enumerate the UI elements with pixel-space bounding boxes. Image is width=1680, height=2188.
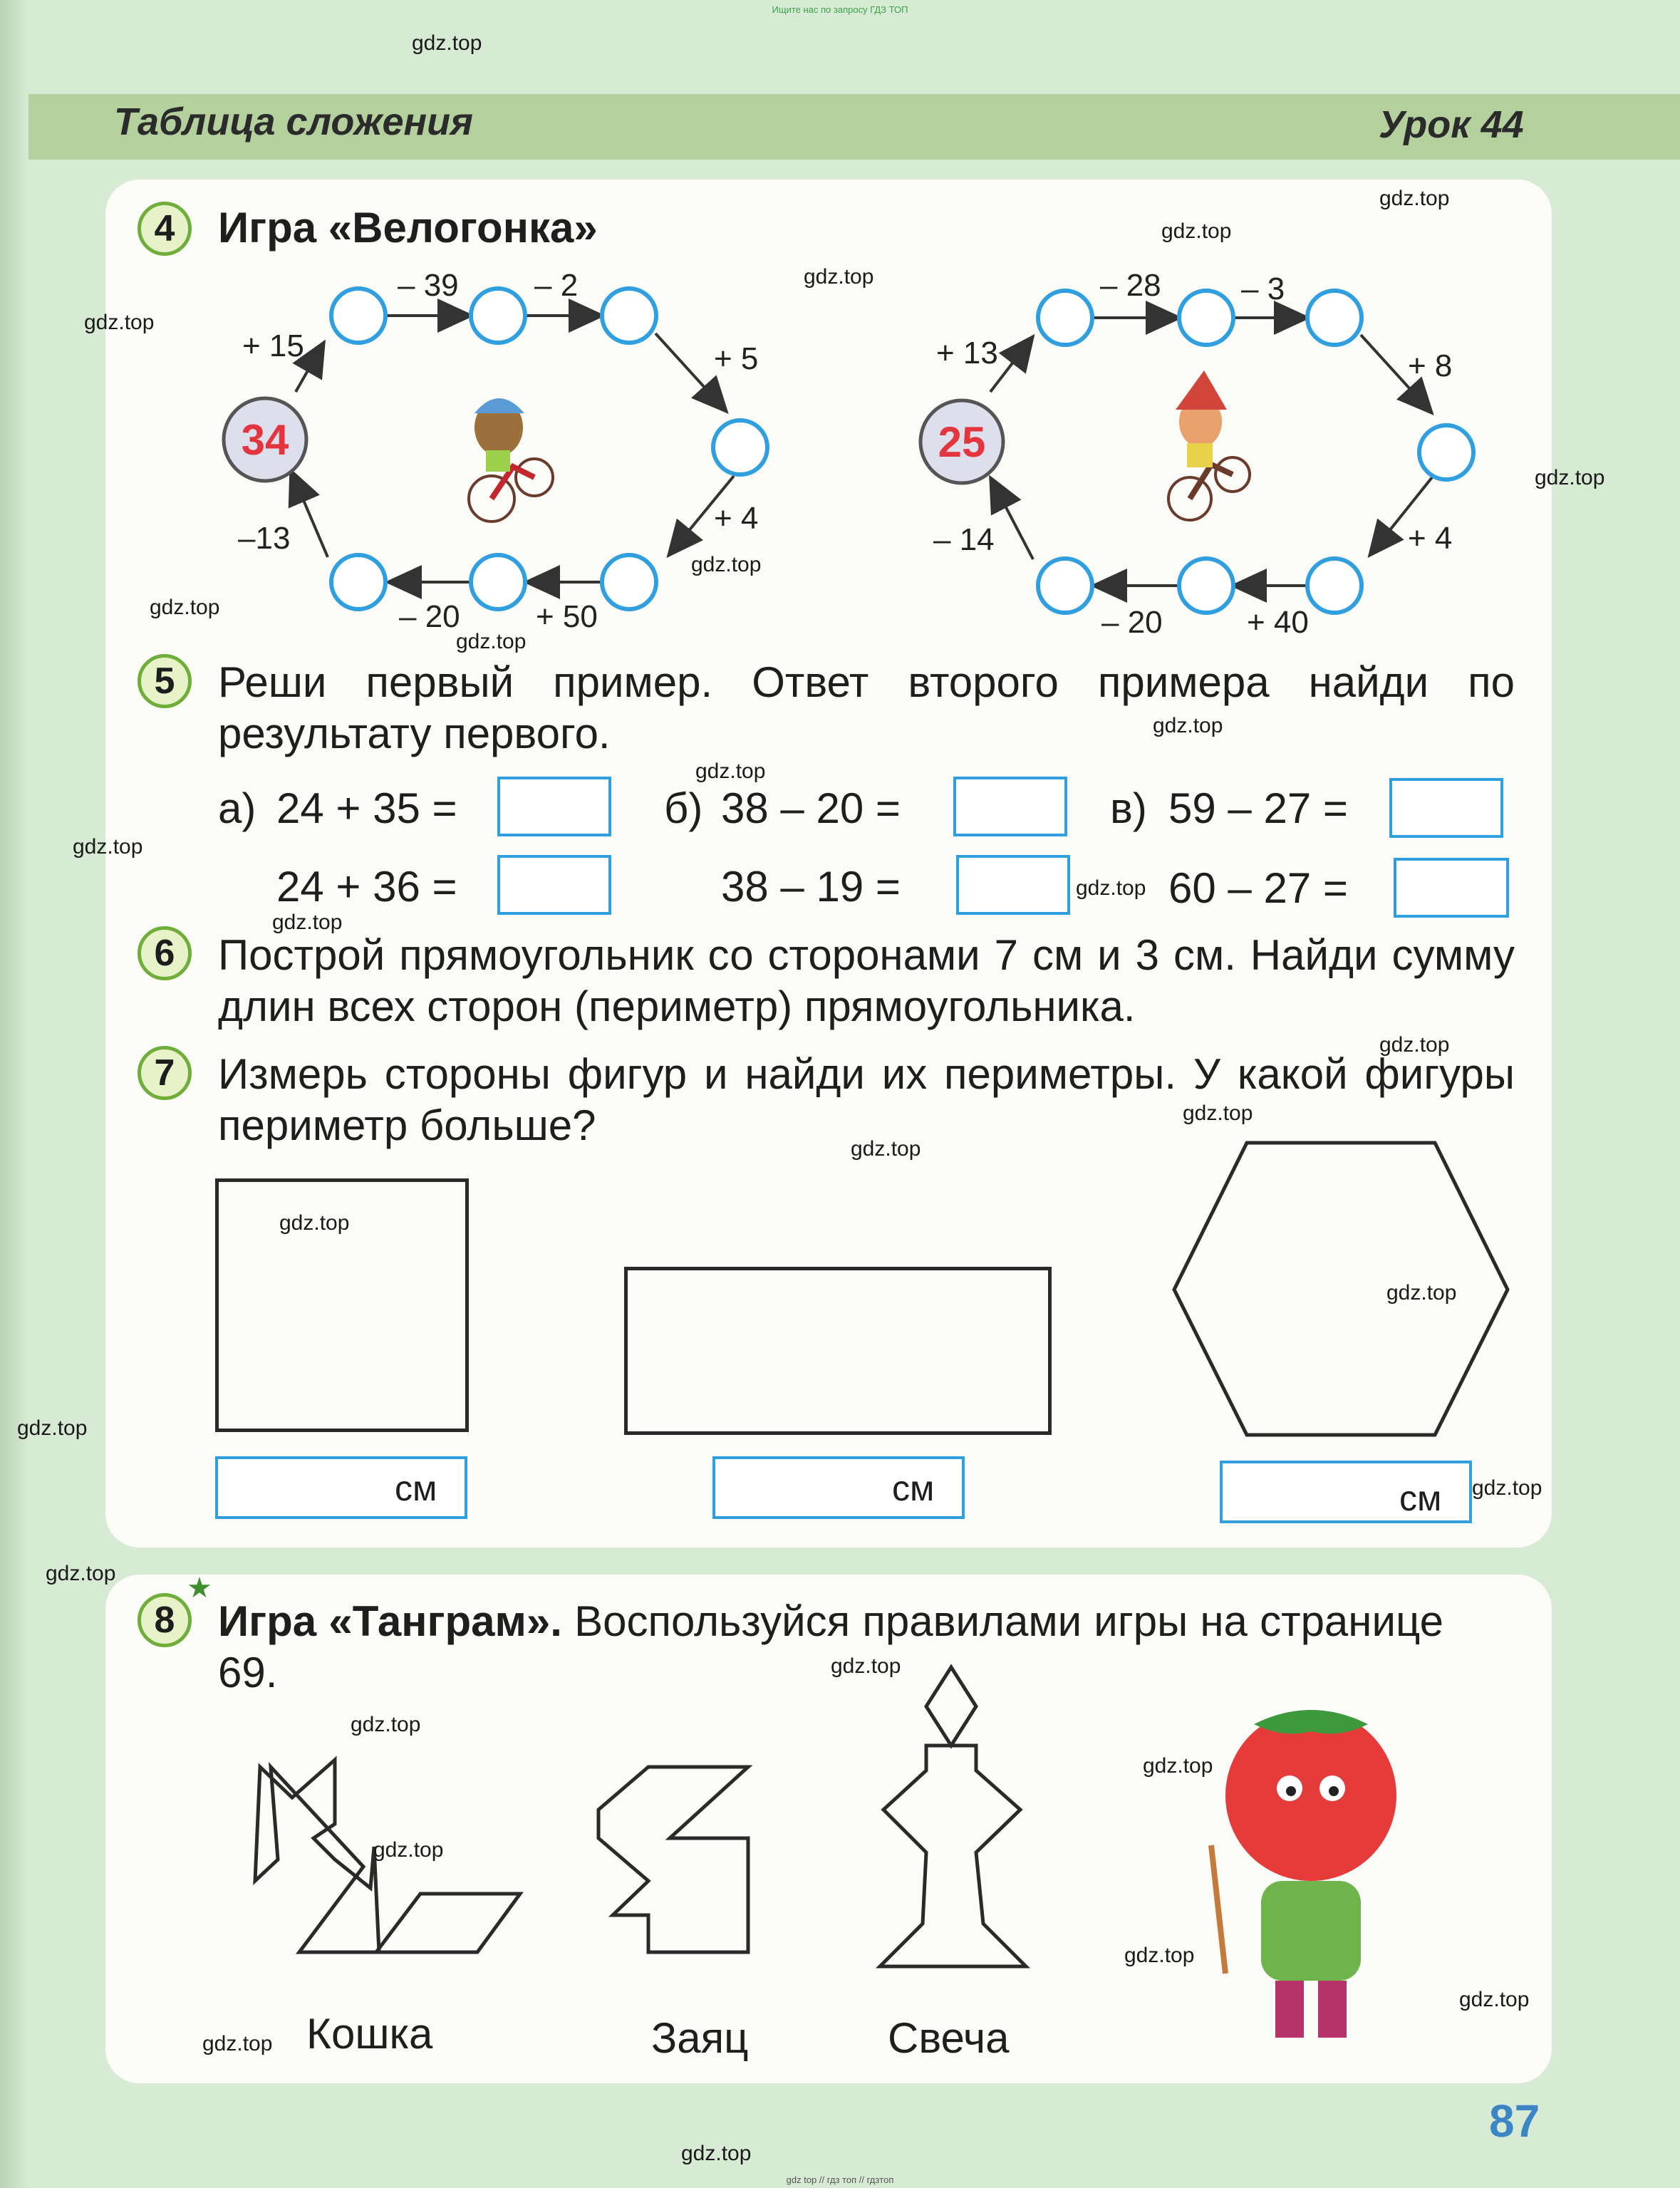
task5-b2: 38 – 19 = xyxy=(721,863,901,911)
race-diagrams xyxy=(207,264,1510,648)
answer-circle[interactable] xyxy=(713,420,767,475)
hexagon-figure xyxy=(1166,1140,1515,1439)
op-label: –13 xyxy=(238,521,291,556)
watermark: gdz.top xyxy=(691,553,762,576)
watermark: gdz.top xyxy=(150,596,220,619)
op-label: – 28 xyxy=(1100,268,1161,303)
answer-circle[interactable] xyxy=(331,555,385,609)
watermark: gdz.top xyxy=(412,31,482,55)
op-label: + 50 xyxy=(536,599,598,634)
task8-text: Игра «Танграм». Воспользуйся правилами игры на странице 69. xyxy=(218,1597,1444,1696)
rectangle-figure xyxy=(624,1267,1052,1435)
answer-circle[interactable] xyxy=(1307,291,1362,345)
task5-a2: 24 + 36 = xyxy=(276,863,457,911)
answer-circle[interactable] xyxy=(1179,291,1233,345)
watermark: gdz.top xyxy=(1386,1281,1457,1305)
watermark: gdz.top xyxy=(279,1211,350,1235)
watermark: gdz.top xyxy=(84,311,155,334)
watermark: gdz.top xyxy=(851,1137,921,1161)
watermark: gdz.top xyxy=(1124,1944,1195,1967)
op-label: – 2 xyxy=(534,268,579,303)
lesson-label: Урок 44 xyxy=(1379,103,1524,146)
op-label: – 20 xyxy=(1101,605,1163,640)
watermark: gdz.top xyxy=(272,911,343,934)
watermark: gdz.top xyxy=(73,835,143,859)
watermark: gdz.top xyxy=(46,1562,116,1585)
tangram-figures xyxy=(249,1653,1054,2038)
unit-cm: см xyxy=(892,1468,935,1508)
op-label: + 13 xyxy=(936,336,998,370)
watermark: gdz.top xyxy=(1459,1988,1530,2011)
arrow-line xyxy=(990,477,1033,559)
watermark: gdz.top xyxy=(17,1416,88,1440)
tangram-hare xyxy=(598,1767,748,1952)
task5-b1: 38 – 20 = xyxy=(721,784,901,832)
watermark: gdz.top xyxy=(351,1713,421,1736)
task5-c1: 59 – 27 = xyxy=(1168,784,1348,832)
header-title: Таблица сложения xyxy=(114,100,473,143)
op-label: – 14 xyxy=(933,522,995,557)
task-number-5: 5 xyxy=(138,654,192,708)
watermark: gdz.top xyxy=(1535,466,1605,489)
answer-circle[interactable] xyxy=(1307,559,1362,613)
answer-circle[interactable] xyxy=(1038,559,1092,613)
tangram-cat xyxy=(255,1760,379,1952)
tomato-character-illustration xyxy=(1168,1703,1468,2059)
answer-circle[interactable] xyxy=(602,555,656,609)
gnome-cyclist-illustration xyxy=(1168,370,1250,520)
task7-text: Измерь стороны фигур и найди их периметры. У какой фигуры периметр больше? xyxy=(218,1050,1515,1149)
watermark: gdz.top xyxy=(1076,876,1146,900)
answer-circle[interactable] xyxy=(471,289,525,343)
task5-b-label: б) xyxy=(664,784,703,832)
op-label: – 3 xyxy=(1241,271,1285,306)
page-number: 87 xyxy=(1489,2095,1540,2147)
op-label: + 8 xyxy=(1408,348,1453,383)
unit-cm: см xyxy=(395,1468,437,1508)
op-label: + 4 xyxy=(1408,521,1453,556)
watermark: gdz.top xyxy=(456,630,527,653)
race-right xyxy=(921,268,1473,640)
watermark: gdz.top xyxy=(1379,1033,1450,1057)
answer-box[interactable] xyxy=(953,777,1067,836)
answer-box[interactable] xyxy=(956,855,1070,915)
watermark: gdz.top xyxy=(1379,187,1450,210)
task-number-7: 7 xyxy=(138,1046,192,1100)
task5-a1: 24 + 35 = xyxy=(276,784,457,832)
top-note: Ищите нас по запросу ГДЗ ТОП xyxy=(772,4,908,15)
watermark: gdz.top xyxy=(1143,1754,1213,1778)
answer-circle[interactable] xyxy=(1419,425,1473,479)
tangram-candle xyxy=(880,1746,1026,1966)
star-icon: ★ xyxy=(187,1572,212,1604)
op-label: + 40 xyxy=(1247,605,1309,640)
watermark: gdz.top xyxy=(202,2032,273,2055)
answer-circle[interactable] xyxy=(602,289,656,343)
watermark: gdz.top xyxy=(1153,714,1223,737)
task-number-6: 6 xyxy=(138,926,192,980)
op-label: – 20 xyxy=(399,599,460,634)
answer-box[interactable] xyxy=(497,777,611,836)
tangram-candle-flame xyxy=(926,1667,976,1746)
task-number-4: 4 xyxy=(138,202,192,256)
task5-c-label: в) xyxy=(1110,784,1147,832)
book-spine-shadow xyxy=(0,0,28,2188)
start-value-left: 34 xyxy=(241,416,289,464)
watermark: gdz.top xyxy=(1183,1101,1253,1125)
task5-c2: 60 – 27 = xyxy=(1168,864,1348,912)
answer-circle[interactable] xyxy=(1038,291,1092,345)
watermark: gdz.top xyxy=(1161,219,1232,243)
op-label: + 4 xyxy=(714,501,759,536)
watermark: gdz.top xyxy=(681,2142,752,2165)
tangram-label-hare: Заяц xyxy=(651,2014,749,2062)
unit-cm: см xyxy=(1399,1478,1442,1518)
task4-title: Игра «Велогонка» xyxy=(218,204,598,252)
answer-box[interactable] xyxy=(1389,778,1503,838)
watermark: gdz.top xyxy=(1472,1476,1542,1500)
task5-a-label: а) xyxy=(218,784,256,832)
watermark: gdz.top xyxy=(695,759,766,783)
tangram-label-cat: Кошка xyxy=(306,2010,433,2058)
tangram-cat-tail xyxy=(376,1894,520,1952)
answer-circle[interactable] xyxy=(331,289,385,343)
answer-box[interactable] xyxy=(497,855,611,915)
answer-circle[interactable] xyxy=(471,555,525,609)
op-label: + 5 xyxy=(714,341,759,376)
op-label: – 39 xyxy=(398,268,459,303)
op-label: + 15 xyxy=(242,328,304,363)
race-left xyxy=(224,268,767,634)
cyclist-illustration xyxy=(469,398,553,522)
tangram-label-candle: Свеча xyxy=(888,2014,1010,2062)
bottom-note: gdz top // гдз топ // гдзтоп xyxy=(786,2174,894,2185)
start-value-right: 25 xyxy=(938,418,986,466)
watermark: gdz.top xyxy=(373,1838,444,1862)
watermark: gdz.top xyxy=(804,265,874,289)
task5-text: Реши первый пример. Ответ второго примера найди по результату первого. xyxy=(218,658,1515,757)
watermark: gdz.top xyxy=(831,1654,901,1678)
task6-text: Построй прямоугольник со сторонами 7 см и 3 см. Найди сумму длин всех сторон (периметр) прямоугольника. xyxy=(218,931,1515,1030)
task-number-8: 8 xyxy=(138,1593,192,1647)
answer-circle[interactable] xyxy=(1179,559,1233,613)
answer-box[interactable] xyxy=(1394,858,1509,918)
arrow-line xyxy=(291,470,328,557)
